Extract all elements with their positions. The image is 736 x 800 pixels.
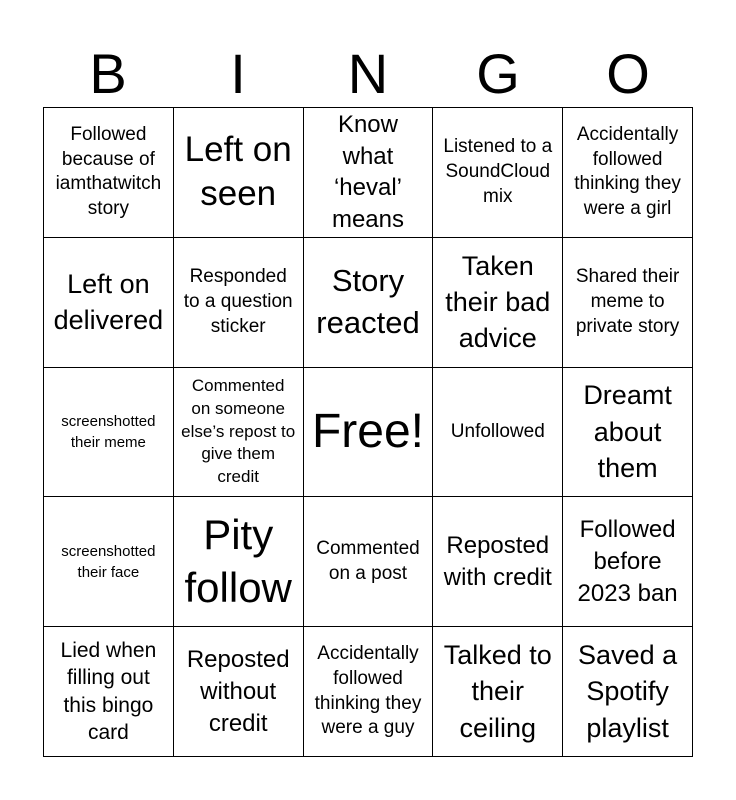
bingo-cell[interactable] [563,368,693,498]
bingo-board [43,107,693,757]
bingo-cell-text: Left on seen [184,129,292,214]
bingo-cell-text: Commented on someone else’s repost to give them credit [181,375,296,487]
bingo-cell[interactable] [563,238,693,368]
bingo-cell-text: Reposted with credit [443,531,552,591]
bingo-cell[interactable] [174,368,304,498]
bingo-cell[interactable] [433,108,563,238]
bingo-cell-text: Followed because of iamthatwitch story [55,124,162,220]
bingo-cell[interactable] [433,627,563,757]
bingo-cell-text: Followed before 2023 ban [577,515,678,607]
bingo-cell[interactable] [44,108,174,238]
bingo-cell-text: Reposted without credit [186,645,290,737]
bingo-cell[interactable] [44,497,174,627]
free-space-text: Free! [311,405,424,459]
bingo-cell[interactable] [563,497,693,627]
bingo-cell-free[interactable] [304,368,434,498]
bingo-cell-text: Story reacted [316,263,420,341]
bingo-cell[interactable] [433,497,563,627]
bingo-header [43,40,693,108]
bingo-cell[interactable] [174,497,304,627]
bingo-cell-text: Know what ‘heval’ means [331,110,404,234]
bingo-cell[interactable] [433,238,563,368]
bingo-cell[interactable] [44,368,174,498]
bingo-cell[interactable] [44,238,174,368]
bingo-cell[interactable] [174,627,304,757]
bingo-cell-text: Shared their meme to private story [575,266,680,337]
bingo-cell-text: Pity follow [184,511,292,611]
bingo-cell-text: Unfollowed [450,420,545,442]
bingo-cell-text: Dreamt about them [583,380,672,484]
bingo-cell[interactable] [304,627,434,757]
bingo-cell[interactable] [44,627,174,757]
header-letter-b: B [89,42,127,105]
bingo-cell-text: screenshotted their meme [61,412,156,451]
header-letter-o: O [606,42,650,105]
bingo-cell[interactable] [174,108,304,238]
bingo-cell-text: Taken their bad advice [445,250,551,354]
bingo-cell-text: Commented on a post [316,538,420,584]
bingo-cell[interactable] [563,108,693,238]
header-letter-n: N [347,42,389,105]
header-letter-i: I [230,42,246,105]
bingo-cell[interactable] [174,238,304,368]
bingo-cell[interactable] [304,238,434,368]
header-letter-g: G [476,42,520,105]
bingo-cell[interactable] [563,627,693,757]
bingo-cell-text: Lied when filling out this bingo card [60,638,157,744]
bingo-cell[interactable] [433,368,563,498]
bingo-cell-text: Saved a Spotify playlist [578,639,678,743]
bingo-cell-text: Accidentally followed thinking they were a guy [314,643,422,739]
bingo-cell-text: Left on delivered [53,268,164,336]
bingo-cell[interactable] [304,497,434,627]
bingo-cell-text: screenshotted their face [61,542,156,581]
bingo-cell-text: Accidentally followed thinking they were a girl [574,124,681,220]
bingo-cell-text: Responded to a question sticker [183,266,293,337]
bingo-cell[interactable] [304,108,434,238]
bingo-cell-text: Listened to a SoundCloud mix [443,136,553,207]
bingo-cell-text: Talked to their ceiling [443,639,552,743]
